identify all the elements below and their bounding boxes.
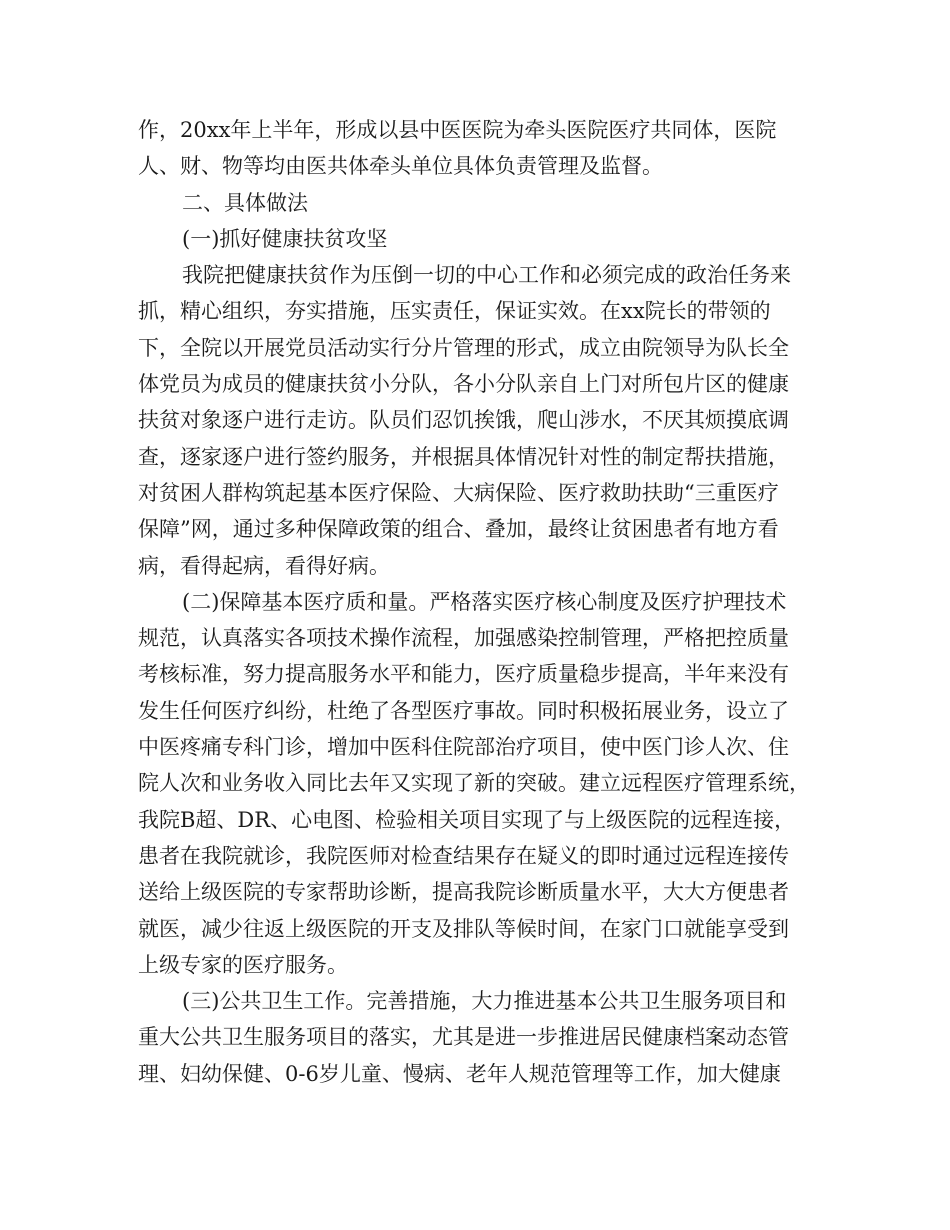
text-line: 我院把健康扶贫作为压倒一切的中心工作和必须完成的政治任务来 [182,263,791,288]
text-line: 考核标准，努力提高服务水平和能力，医疗质量稳步提高，半年来没有 [138,662,789,687]
text-line: 人、财、物等均由医共体牵头单位具体负责管理及监督。 [138,154,663,179]
document-body [138,112,828,1092]
text-line: 对贫困人群构筑起基本医疗保险、大病保险、医疗救助扶助“三重医疗 [138,480,779,505]
text-line: 就医，减少往返上级医院的开支及排队等候时间，在家门口就能享受到 [138,916,789,941]
text-line: 送给上级医院的专家帮助诊断，提高我院诊断质量水平，大大方便患者 [138,880,789,905]
text-line: 体党员为成员的健康扶贫小分队，各小分队亲自上门对所包片区的健康 [138,372,789,397]
text-line: 重大公共卫生服务项目的落实，尤其是进一步推进居民健康档案动态管 [138,1025,789,1050]
text-line: 二、具体做法 [182,190,308,215]
text-line: 发生任何医疗纠纷，杜绝了各型医疗事故。同时积极拓展业务，设立了 [138,698,789,723]
text-line: 病，看得起病，看得好病。 [138,553,390,578]
text-line: 作，20xx年上半年，形成以县中医医院为牵头医院医疗共同体，医院 [138,118,777,142]
text-line: (二)保障基本医疗质和量。严格落实医疗核心制度及医疗护理技术 [182,589,787,614]
text-line: 查，逐家逐户进行签约服务，并根据具体情况针对性的制定帮扶措施， [138,444,789,469]
text-line: 扶贫对象逐户进行走访。队员们忍饥挨饿，爬山涉水，不厌其烦摸底调 [138,408,789,433]
text-line: (一)抓好健康扶贫攻坚 [182,226,388,251]
text-line: 规范，认真落实各项技术操作流程，加强感染控制管理，严格把控质量 [138,626,789,651]
text-line: 保障”网，通过多种保障政策的组合、叠加，最终让贫困患者有地方看 [138,517,779,542]
text-line: 理、妇幼保健、0-6岁儿童、慢病、老年人规范管理等工作，加大健康 [138,1061,781,1086]
text-line: 抓，精心组织，夯实措施，压实责任，保证实效。在xx院长的带领的 [138,299,771,324]
text-line: 中医疼痛专科门诊，增加中医科住院部治疗项目，使中医门诊人次、住 [138,735,789,760]
text-line: 我院B超、DR、心电图、检验相关项目实现了与上级医院的远程连接， [138,807,796,832]
text-line: 下，全院以开展党员活动实行分片管理的形式，成立由院领导为队长全 [138,335,789,360]
text-line: 院人次和业务收入同比去年又实现了新的突破。建立远程医疗管理系统， [138,771,810,796]
text-line: 患者在我院就诊，我院医师对检查结果存在疑义的即时通过远程连接传 [138,843,789,868]
text-line: 上级专家的医疗服务。 [138,952,348,977]
text-line: (三)公共卫生工作。完善措施，大力推进基本公共卫生服务项目和 [182,989,787,1014]
